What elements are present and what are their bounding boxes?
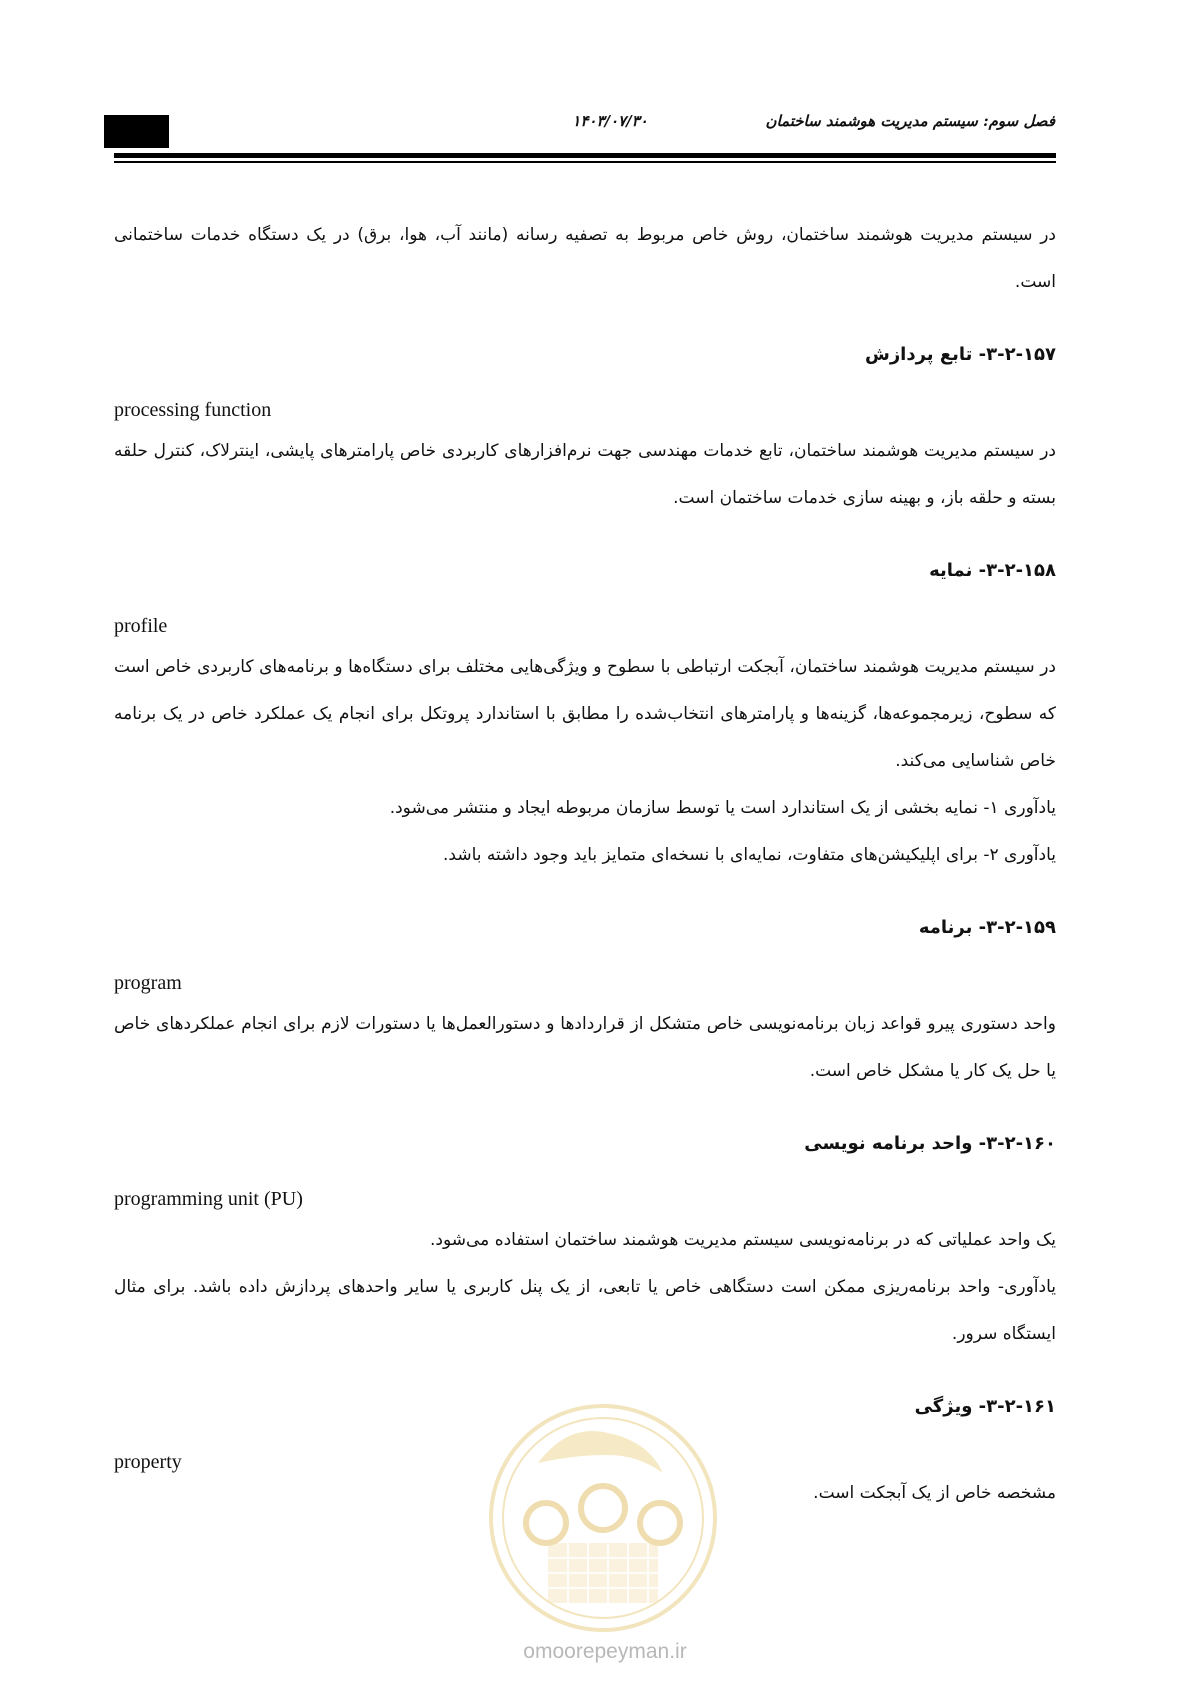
section-160 (114, 1129, 1056, 1358)
section-paragraph: در سیستم مدیریت هوشمند ساختمان، آبجکت ارتباطی با سطوح و ویژگی‌هایی مختلف برای دستگاه‌ها و برنامه‌های کاربردی خاص است که سطوح، زیرمجموعه‌ها، گزینه‌ها و پارامترهای انتخاب‌شده را مطابق با استاندارد پروتکل برای انجام یک عملکرد خاص در یک برنامه خاص شناسایی می‌کند. (114, 657, 1056, 771)
section-note: یادآوری- واحد برنامه‌ریزی ممکن است دستگاهی خاص یا تابعی، از یک پنل کاربری یا سایر واحدهای پردازش داده باشد. برای مثال ایستگاه سرور. (114, 1277, 1056, 1344)
section-note-1: یادآوری ۱- نمایه بخشی از یک استاندارد است یا توسط سازمان مربوطه ایجاد و منتشر می‌شود. (389, 798, 1056, 818)
watermark-seal-icon (478, 1393, 728, 1643)
document-body (114, 212, 1056, 1528)
section-heading: ۳-۲-۱۵۹- برنامه (918, 917, 1056, 938)
section-heading: ۳-۲-۱۶۰- واحد برنامه نویسی (804, 1133, 1056, 1154)
header-date: ۱۴۰۳/۰۷/۳۰ (572, 112, 648, 130)
header-chapter-title: فصل سوم: سیستم مدیریت هوشمند ساختمان (765, 112, 1055, 130)
section-term: programming unit (PU) (114, 1188, 303, 1210)
section-paragraph: یک واحد عملیاتی که در برنامه‌نویسی سیستم مدیریت هوشمند ساختمان استفاده می‌شود. (430, 1230, 1056, 1250)
section-heading: ۳-۲-۱۵۷- تابع پردازش (864, 344, 1056, 365)
section-159 (114, 913, 1056, 1095)
section-term: processing function (114, 399, 272, 421)
watermark-site-text: omoorepeyman.ir (523, 1640, 687, 1663)
section-heading: ۳-۲-۱۵۸- نمایه (929, 560, 1056, 581)
header-rule-thick (114, 153, 1056, 158)
section-paragraph: مشخصه خاص از یک آبجکت است. (813, 1483, 1056, 1503)
page-number-box (104, 115, 169, 148)
intro-paragraph: در سیستم مدیریت هوشمند ساختمان، روش خاص مربوط به تصفیه رسانه (مانند آب، هوا، برق) در یک دستگاه خدمات ساختمانی است. (114, 225, 1056, 292)
section-term: property (114, 1451, 182, 1473)
page-header (0, 0, 1191, 170)
section-paragraph: در سیستم مدیریت هوشمند ساختمان، تابع خدمات مهندسی جهت نرم‌افزارهای کاربردی خاص پارامترهای پایشی، اینترلاک، کنترل حلقه بسته و حلقه باز، و بهینه سازی خدمات ساختمان است. (114, 441, 1056, 508)
section-note-2: یادآوری ۲- برای اپلیکیشن‌های متفاوت، نمایه‌ای با نسخه‌ای متمایز باید وجود داشته باشد. (443, 845, 1056, 865)
section-heading: ۳-۲-۱۶۱- ویژگی (914, 1396, 1056, 1417)
section-158 (114, 556, 1056, 879)
section-term: program (114, 972, 182, 994)
section-term: profile (114, 615, 168, 637)
section-paragraph: واحد دستوری پیرو قواعد زبان برنامه‌نویسی خاص متشکل از قراردادها و دستورالعمل‌ها یا دستورات لازم برای انجام عملکردهای خاص یا حل یک کار یا مشکل خاص است. (114, 1014, 1056, 1081)
section-157 (114, 340, 1056, 522)
header-rule-thin (114, 161, 1056, 163)
